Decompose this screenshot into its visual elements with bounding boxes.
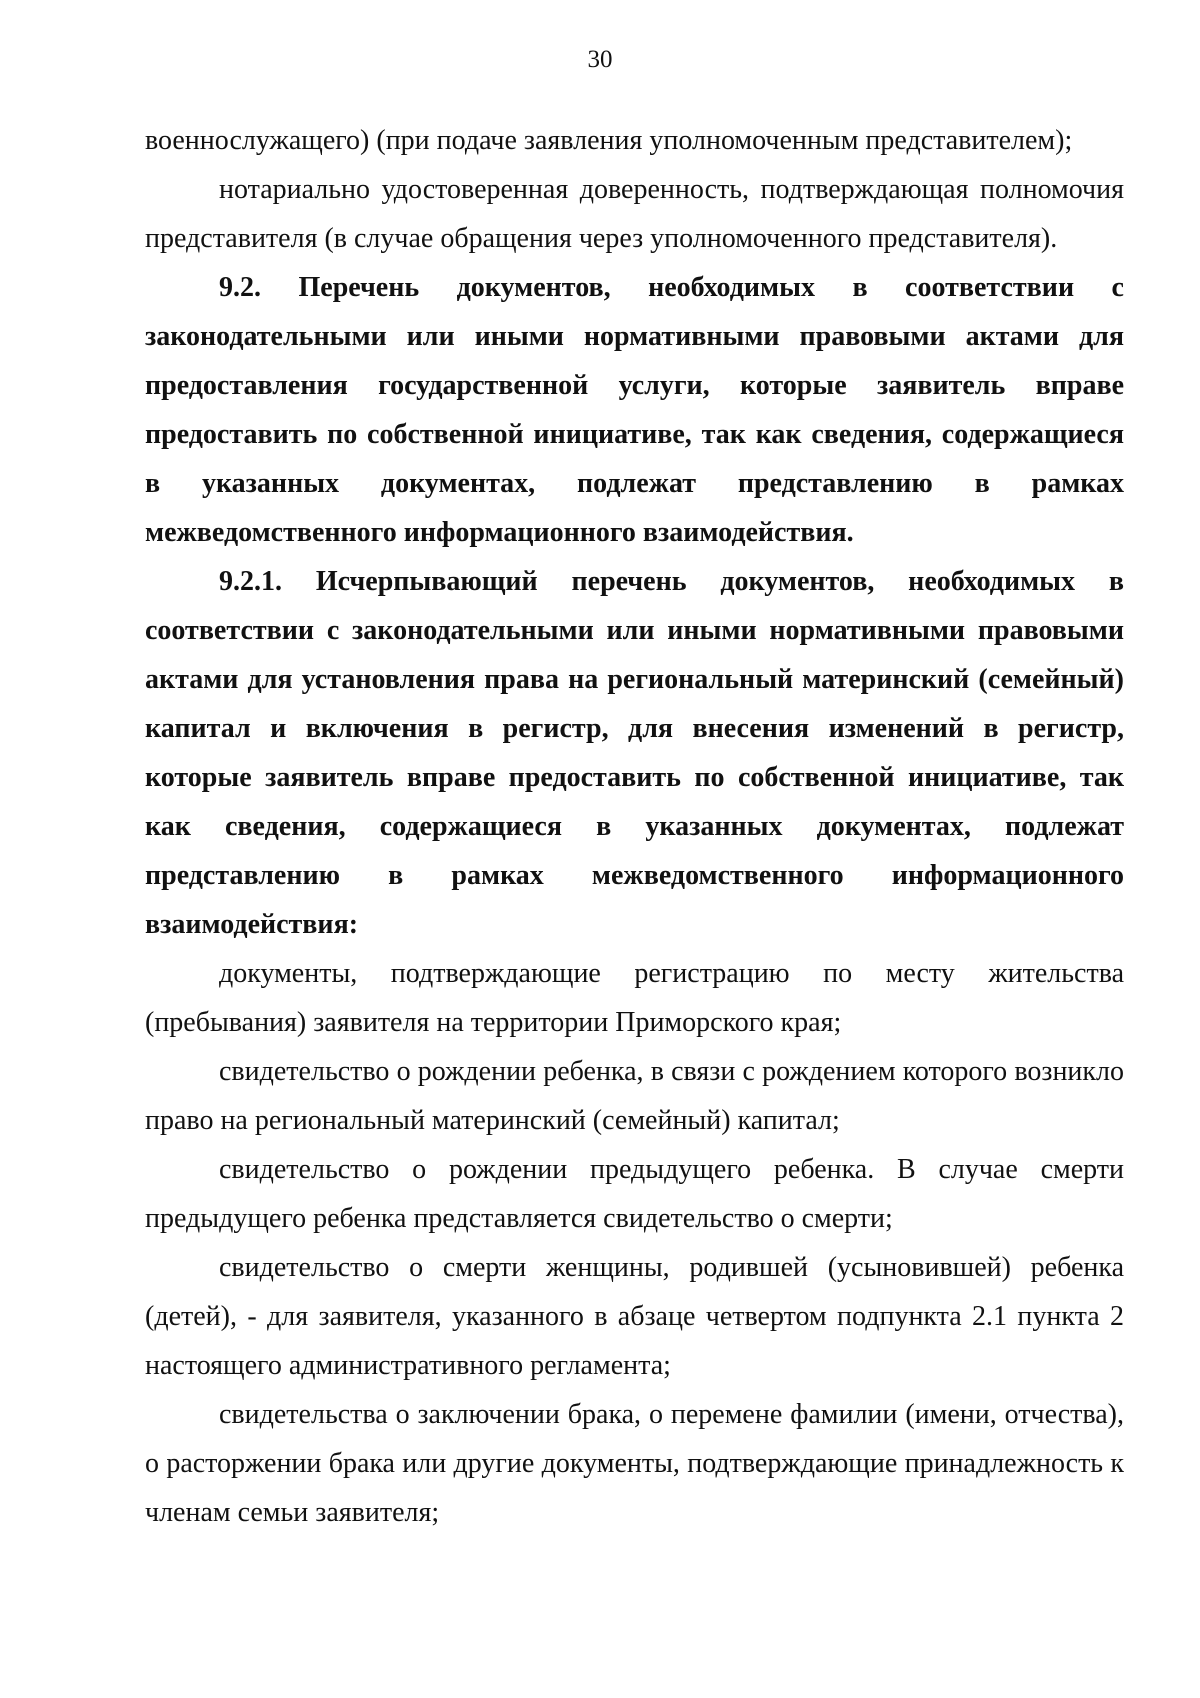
section-heading-9-2-1: 9.2.1. Исчерпывающий перечень документов, необходимых в соответствии с законодательными или иными нормативными правовыми актами для установления права на региональный материнский (семейный) капитал и включения в регистр, для внесения изменений в регистр, которые заявитель вправе предоставить по собственной инициативе, так как сведения, содержащиеся в указанных документах, подлежат представлению в рамках межведомственного информационного взаимодействия: <box>145 566 1124 940</box>
list-item-child-birth-certificate: свидетельство о рождении ребенка, в связи с рождением которого возникло право на региональный материнский (семейный) капитал; <box>145 1056 1124 1136</box>
page-number: 30 <box>587 46 613 73</box>
list-item-registration-documents: документы, подтверждающие регистрацию по месту жительства (пребывания) заявителя на территории Приморского края; <box>145 958 1124 1038</box>
document-body <box>145 116 1124 1537</box>
paragraph-continuation: военнослужащего) (при подаче заявления уполномоченным представителем); <box>145 125 1073 156</box>
list-item-death-certificate: свидетельство о смерти женщины, родившей (усыновившей) ребенка (детей), - для заявителя, указанного в абзаце четвертом подпункта 2.1 пункта 2 настоящего административного регламента; <box>145 1252 1124 1381</box>
list-item-family-documents: свидетельства о заключении брака, о перемене фамилии (имени, отчества), о расторжении брака или другие документы, подтверждающие принадлежность к членам семьи заявителя; <box>145 1399 1124 1528</box>
section-heading-9-2: 9.2. Перечень документов, необходимых в соответствии с законодательными или иными нормативными правовыми актами для предоставления государственной услуги, которые заявитель вправе предоставить по собственной инициативе, так как сведения, содержащиеся в указанных документах, подлежат представлению в рамках межведомственного информационного взаимодействия. <box>145 272 1124 548</box>
paragraph-notarial-power-of-attorney: нотариально удостоверенная доверенность, подтверждающая полномочия представителя (в случае обращения через уполномоченного представителя). <box>145 174 1124 254</box>
list-item-previous-child-birth-certificate: свидетельство о рождении предыдущего ребенка. В случае смерти предыдущего ребенка представляется свидетельство о смерти; <box>145 1154 1124 1234</box>
